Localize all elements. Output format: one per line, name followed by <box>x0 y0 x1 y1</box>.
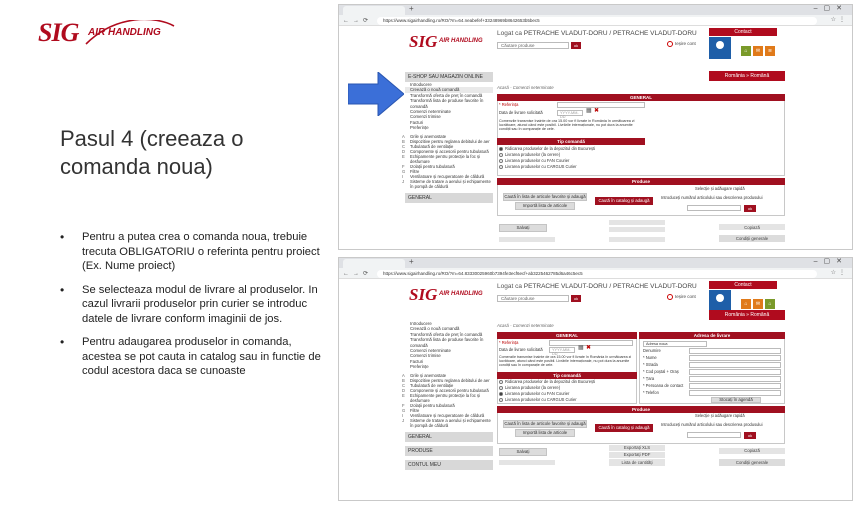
nav-item-sent-orders[interactable]: Comenzi trimise <box>410 114 441 120</box>
rss-icon[interactable]: ≋ <box>765 46 775 56</box>
copy-button[interactable]: Copiază <box>719 448 785 454</box>
category-item[interactable]: J Sisteme de tratare a aerului și echipamente în pompă de căldură <box>402 417 491 428</box>
disabled-action <box>499 237 555 242</box>
category-item[interactable]: J Sisteme de tratare a aerului și echipamente în pompă de căldură <box>402 178 491 189</box>
browser-toolbar-icons[interactable]: ☆⋮ <box>830 17 848 23</box>
calendar-icon[interactable]: ▦ <box>586 108 592 114</box>
address-title: Adresa de livrare <box>639 332 785 339</box>
quick-ok-button[interactable]: ok <box>744 205 756 212</box>
save-button[interactable]: Salvați <box>499 448 547 456</box>
category-item[interactable]: D Componente și accesorii pentru tubulatură <box>402 148 489 154</box>
url-input[interactable]: https://www.sigairhandling.ro/RO/?m=64.neabefef+33248969b8642653b5bec5 <box>377 17 817 25</box>
address-contact-input[interactable] <box>689 383 781 389</box>
nav-arrows-icon[interactable]: ←→⟳ <box>343 271 373 277</box>
nav-item-unfinished-orders[interactable]: Comenzi neterminate <box>410 348 451 354</box>
nav-item-offer-to-order[interactable]: Transformă oferta de preț în comandă <box>410 92 483 98</box>
category-item[interactable]: B Dispozitive pentru reglarea debitului de aer <box>402 138 490 144</box>
category-item[interactable]: C Tubulatură de ventilație <box>402 382 454 388</box>
search-ok-button[interactable]: ok <box>571 42 581 49</box>
store-in-agenda-button[interactable]: Stocați în agendă <box>711 397 761 403</box>
search-ok-button[interactable]: ok <box>571 295 581 302</box>
disabled-action <box>609 220 665 225</box>
search-input[interactable]: Căutare produse <box>497 295 569 302</box>
delivery-date-label: Data de livrare solicitată <box>499 110 543 115</box>
address-name-input[interactable] <box>689 348 781 354</box>
quick-selection-hint: Introduceți numărul articolului sau descrierea produsului <box>661 422 763 427</box>
general-conditions-button[interactable]: Condiții generale <box>719 235 785 242</box>
language-selector[interactable]: România » Română <box>709 310 785 320</box>
nav-item-favorites-to-order[interactable]: Transformă lista de produse favorite în comandă <box>410 337 484 348</box>
category-item[interactable]: E Echipamente pentru protecție la foc și desfumare <box>402 392 481 403</box>
delivery-option-cargus[interactable]: Livrarea produselor cu CARGUS Curier <box>499 398 577 403</box>
site-logo-tagline: AIR HANDLING <box>439 291 483 297</box>
address-street-input[interactable] <box>689 362 781 368</box>
window-controls-icon[interactable]: –▢✕ <box>813 258 848 265</box>
site-logo-brand: SIG <box>409 32 438 51</box>
contact-button[interactable]: Contact <box>709 28 777 36</box>
catalog-search-button[interactable]: Caută în catalog și adaugă <box>595 197 653 205</box>
category-item[interactable]: F Izolații pentru tubulatură <box>402 163 455 169</box>
address-field-label: * Strada <box>643 362 658 367</box>
nav-item-sent-orders[interactable]: Comenzi trimise <box>410 353 441 359</box>
address-country-select[interactable] <box>689 376 781 382</box>
order-type-title: Tip comandă <box>497 372 637 379</box>
account-avatar-icon[interactable] <box>709 37 731 59</box>
browser-tab[interactable] <box>343 259 405 268</box>
search-favorites-button[interactable]: Caută în lista de articole favorite și adaugă <box>504 421 586 426</box>
browser-toolbar-icons[interactable]: ☆⋮ <box>830 270 848 276</box>
site-logo-brand: SIG <box>409 285 438 304</box>
nav-item-favorites-to-order[interactable]: Transformă lista de produse favorite în comandă <box>410 98 484 109</box>
quantity-list-button[interactable]: Lista de cantități <box>609 459 665 466</box>
address-lastname-input[interactable] <box>689 355 781 361</box>
radio-icon <box>499 386 503 390</box>
search-favorites-button[interactable]: Caută în lista de articole favorite și adaugă <box>504 194 586 199</box>
general-title: GENERAL <box>497 332 637 339</box>
nav-item-new-order[interactable]: Creează o nouă comandă <box>405 87 493 92</box>
disabled-action <box>499 460 555 465</box>
category-item[interactable]: B Dispozitive pentru reglarea debitului de aer <box>402 377 490 383</box>
account-avatar-icon[interactable] <box>709 290 731 312</box>
site-logo[interactable] <box>409 285 489 307</box>
address-city-input[interactable] <box>689 369 781 375</box>
delivery-date-label: Data de livrare solicitată <box>499 347 543 352</box>
referinta-input[interactable] <box>557 102 645 108</box>
left-navigation <box>402 321 493 470</box>
general-conditions-button[interactable]: Condiții generale <box>719 459 785 466</box>
delivery-notice: Comenzile transmise înainte de ora 15.00 vor fi livrate în România în următoarea zi lucrătoare, atunci când este posibil. Livrările internaționale, nu pot dura la anumite condiții sau în comparație de cele. <box>499 355 632 367</box>
clear-date-icon[interactable]: ✖ <box>594 108 600 114</box>
category-item[interactable]: C Tubulatură de ventilație <box>402 143 454 149</box>
breadcrumb: Acasă - Comenzi neterminate <box>497 323 554 328</box>
address-field-label: * Persoana de contact <box>643 383 684 388</box>
nav-section-general[interactable]: GENERAL <box>405 432 493 442</box>
radio-icon <box>499 159 503 163</box>
url-input[interactable]: https://www.sigairhandling.ro/RO/?m=64.83330025960b7394fe3ecf6ecf+ab3225462785d6a46c5ec5 <box>377 270 817 278</box>
nav-item-preferences[interactable]: Preferințe <box>410 125 429 131</box>
address-field-label: * Cod poștal + Oraș <box>643 369 679 374</box>
left-navigation <box>402 72 493 203</box>
export-xls-button[interactable]: Exportați XLS <box>609 445 665 451</box>
save-button[interactable]: Salvați <box>499 224 547 232</box>
mail-icon[interactable]: ✉ <box>753 299 763 309</box>
quick-article-input[interactable] <box>687 432 741 438</box>
nav-section-produse[interactable]: PRODUSE <box>405 446 493 456</box>
nav-item-offer-to-order[interactable]: Transformă oferta de preț în comandă <box>410 331 483 337</box>
power-icon <box>667 294 673 300</box>
contact-button[interactable]: Contact <box>709 281 777 289</box>
bullet-list <box>60 230 330 388</box>
new-tab-icon[interactable]: + <box>409 257 414 266</box>
browser-tab[interactable] <box>343 6 405 15</box>
radio-icon <box>499 398 503 402</box>
delivery-option-request[interactable]: Livrarea produselor (la cerere) <box>499 153 560 158</box>
address-field-label: Denumire <box>643 348 661 353</box>
nav-item-preferences[interactable]: Preferințe <box>410 364 429 370</box>
logout-button[interactable] <box>667 294 696 300</box>
quick-selection-title: Selecție și adăugare rapidă <box>695 413 745 418</box>
quick-selection-title: Selecție și adăugare rapidă <box>695 186 745 191</box>
nav-item-introducere[interactable]: Introducere <box>410 321 432 326</box>
site-logo[interactable] <box>409 32 489 54</box>
quick-article-input[interactable] <box>687 205 741 211</box>
address-bar <box>339 268 852 279</box>
products-title: Produse <box>497 406 785 413</box>
referinta-label: * Referința <box>499 102 519 107</box>
copy-button[interactable]: Copiază <box>719 224 785 230</box>
export-pdf-button[interactable]: Exportați PDF <box>609 452 665 458</box>
nav-section-contul-meu[interactable]: CONTUL MEU <box>405 460 493 470</box>
site-logo-tagline: AIR HANDLING <box>439 38 483 44</box>
radio-icon <box>499 153 503 157</box>
nav-item-invoices[interactable]: Facturi <box>410 358 424 364</box>
delivery-notice: Comenzile transmise înainte de ora 15.00 vor fi livrate in România în următoarea zi lucrătoare, atunci când este posibil. Livrările internaționale, nu pot dura la anumite condiții sau în comparație de cele. <box>499 119 635 131</box>
language-selector[interactable]: România » Română <box>709 71 785 81</box>
bullet-item: • Pentru a putea crea o comanda noua, trebuie trecuta OBLIGATORIU o referinta pentru proiect (Ex. Nume proiect) <box>60 230 330 274</box>
delivery-option-fan[interactable]: Livrarea produselor cu FAN Courier <box>499 392 569 397</box>
site-content <box>339 26 852 249</box>
home-icon[interactable]: ⌂ <box>765 299 775 309</box>
cart-icon[interactable]: ⌂ <box>741 299 751 309</box>
bullet-item: • Se selecteaza modul de livrare al produselor. In cazul livrarii produselor prin curier se introduc datele de livrare conform imaginii de jos. <box>60 283 330 327</box>
quick-selection-hint: Introduceți numărul articolului sau descrierea produsului <box>661 195 763 200</box>
slide-title: Pasul 4 (creeaza o comanda noua) <box>60 126 244 179</box>
radio-icon <box>499 392 503 396</box>
catalog-search-button[interactable]: Caută în catalog și adaugă <box>595 424 653 432</box>
referinta-label: * Referința <box>499 340 519 345</box>
delivery-date-input[interactable]: YYYY-MM-DD <box>557 110 583 116</box>
breadcrumb: Acasă - Comenzi neterminate <box>497 85 554 90</box>
delivery-option-pickup[interactable]: Ridicarea produselor de la depozitul din București <box>499 380 595 385</box>
site-content <box>339 279 852 500</box>
logo-tagline: AIR HANDLING <box>88 27 161 38</box>
nav-section-general[interactable]: GENERAL <box>405 193 493 203</box>
delivery-date-input[interactable]: YYYY-MM-DD <box>549 347 575 353</box>
disabled-action <box>609 237 665 242</box>
logged-in-text <box>497 30 697 37</box>
window-controls-icon[interactable]: –▢✕ <box>813 5 848 12</box>
logged-user: PETRACHE VLADUT-DORU / PETRACHE VLADUT-DORU <box>523 30 697 37</box>
delivery-option-pickup[interactable]: Ridicarea produselor de la depozitul din București <box>499 147 595 152</box>
import-list-button[interactable]: Importă lista de articole <box>515 202 575 210</box>
disabled-action <box>609 227 665 232</box>
logo-brand: SIG <box>38 18 79 47</box>
address-field-label: * Nume <box>643 355 657 360</box>
nav-header: E-SHOP SAU MAGAZIN ONLINE <box>405 72 493 82</box>
category-item[interactable]: A Grile și anemostate <box>402 133 447 139</box>
order-type-title: Tip comandă <box>497 138 645 145</box>
category-item[interactable]: G Filtre <box>402 407 420 413</box>
new-tab-icon[interactable]: + <box>409 4 414 13</box>
browser-window-bottom <box>338 257 853 501</box>
home-icon[interactable]: ⌂ <box>741 46 751 56</box>
calendar-icon[interactable]: ▦ <box>578 345 584 351</box>
address-select[interactable]: Adresa noua <box>643 341 707 347</box>
nav-arrows-icon[interactable]: ←→⟳ <box>343 18 373 24</box>
address-field-label: * Telefon <box>643 390 659 395</box>
category-item[interactable]: A Grile și anemostate <box>402 372 447 378</box>
logged-user: PETRACHE VLADUT-DORU / PETRACHE VLADUT-DORU <box>523 283 697 290</box>
delivery-option-cargus[interactable]: Livrarea produselor cu CARGUS Curier <box>499 165 577 170</box>
category-item[interactable]: I Ventilatoare și recuperatoare de căldură <box>402 412 485 418</box>
address-phone-input[interactable] <box>689 390 781 396</box>
general-title: GENERAL <box>497 94 785 101</box>
delivery-option-fan[interactable]: Livrarea produselor cu FAN Courier <box>499 159 569 164</box>
logout-label: Ieșire cont <box>675 294 696 300</box>
logout-label: Ieșire cont <box>675 41 696 47</box>
quick-ok-button[interactable]: ok <box>744 432 756 439</box>
address-bar <box>339 15 852 26</box>
logout-button[interactable] <box>667 41 696 47</box>
tab-bar <box>339 258 852 268</box>
nav-item-invoices[interactable]: Facturi <box>410 119 424 125</box>
bullet-item: • Pentru adaugarea produselor in comanda, acestea se pot cauta in catalog sau in functie de codul acestora daca se cunoaste <box>60 335 330 379</box>
radio-icon <box>499 380 503 384</box>
category-item[interactable]: G Filtre <box>402 168 420 174</box>
tab-bar <box>339 5 852 15</box>
import-list-button[interactable]: Importă lista de articole <box>515 429 575 437</box>
logged-label: Logat ca <box>497 283 522 290</box>
cart-icon[interactable]: ✉ <box>753 46 763 56</box>
category-item[interactable]: D Componente și accesorii pentru tubulatură <box>402 387 489 393</box>
browser-window-top <box>338 4 853 250</box>
radio-icon <box>499 165 503 169</box>
category-item[interactable]: E Echipamente pentru protecție la foc și desfumare <box>402 153 481 164</box>
radio-icon <box>499 147 503 151</box>
sig-logo <box>38 18 178 48</box>
logged-in-text <box>497 283 697 290</box>
search-input[interactable]: Căutare produse <box>497 42 569 49</box>
category-item[interactable]: I Ventilatoare și recuperatoare de căldură <box>402 173 485 179</box>
delivery-option-request[interactable]: Livrarea produselor (la cerere) <box>499 386 560 391</box>
power-icon <box>667 41 673 47</box>
nav-item-introducere[interactable]: Introducere <box>410 82 432 87</box>
nav-item-new-order[interactable]: Creează o nouă comandă <box>410 326 460 332</box>
products-title: Produse <box>497 178 785 185</box>
pointer-arrow-icon <box>348 72 404 116</box>
logged-label: Logat ca <box>497 30 522 37</box>
category-item[interactable]: F Izolații pentru tubulatură <box>402 402 455 408</box>
address-field-label: * Țara <box>643 376 655 381</box>
nav-item-unfinished-orders[interactable]: Comenzi neterminate <box>410 109 451 115</box>
clear-date-icon[interactable]: ✖ <box>586 345 592 351</box>
